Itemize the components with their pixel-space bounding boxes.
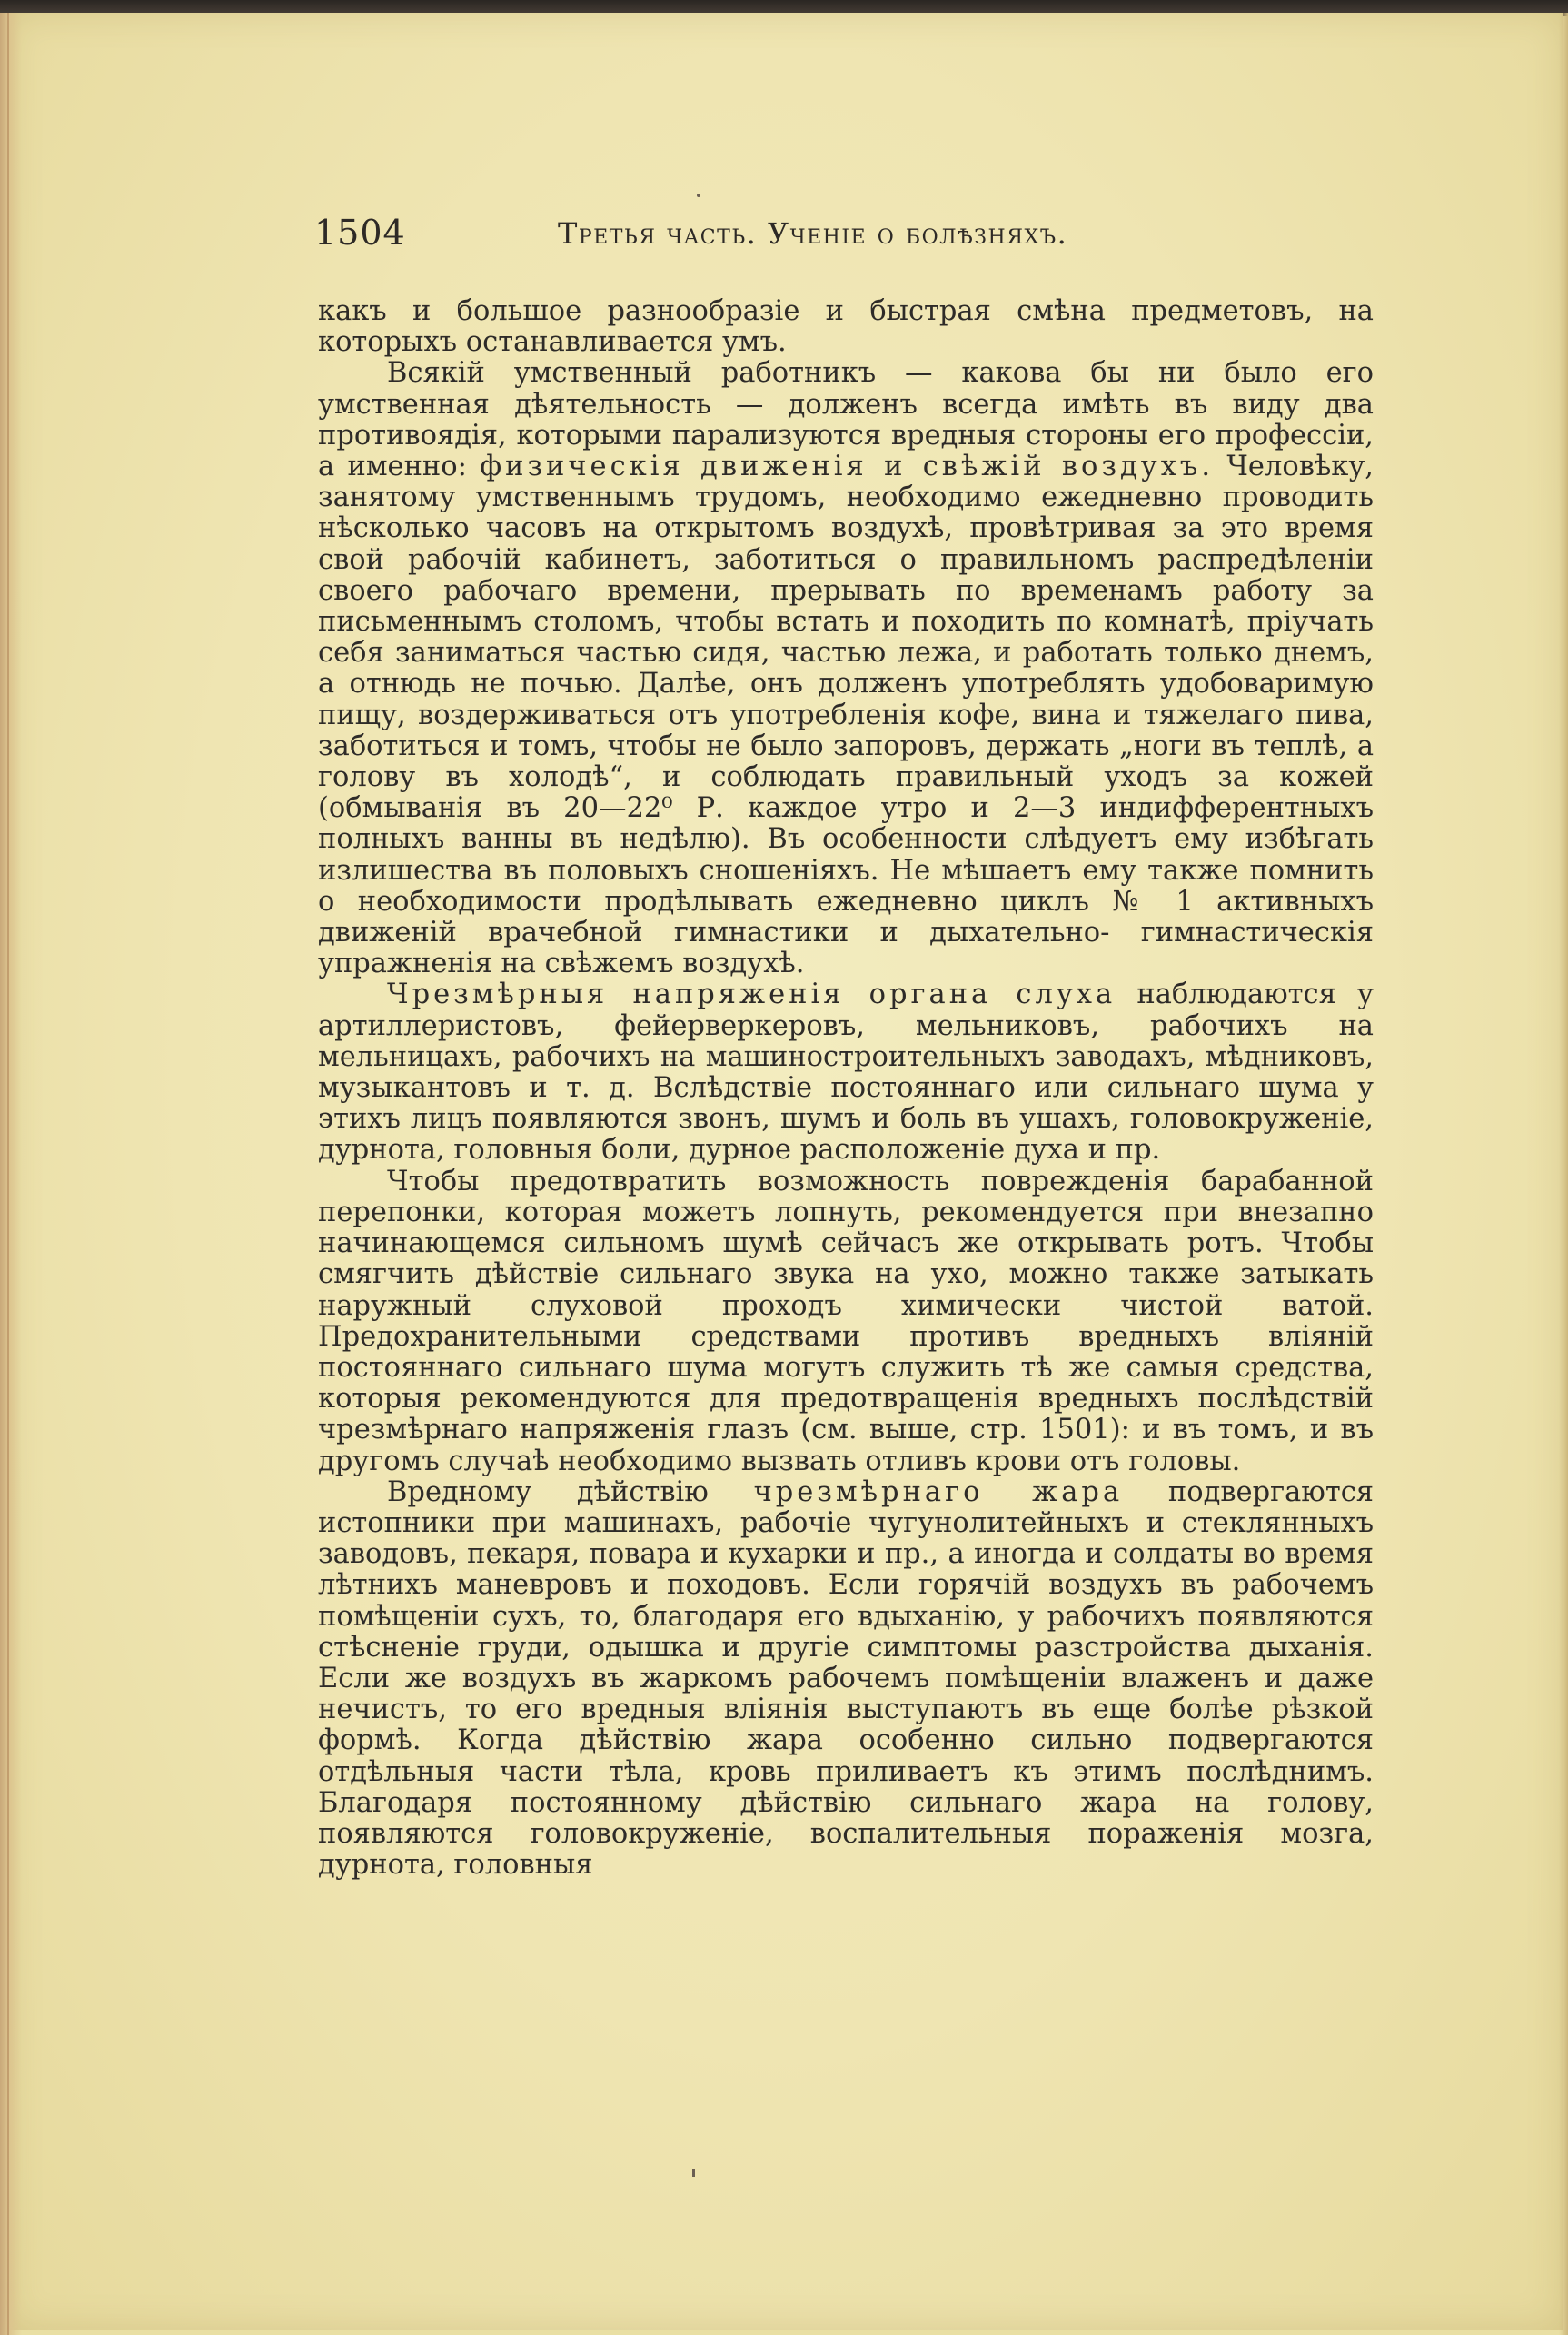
paragraph [318, 296, 1374, 358]
paragraph [318, 979, 1374, 1166]
paragraph-text: наблюдаются у артиллеристовъ, фейерверкеровъ, мельниковъ, рабочихъ на мельницахъ, рабочихъ на машиностроительныхъ заводахъ, мѣдниковъ, музыкантовъ и т. д. Вслѣдствіе постояннаго или сильнаго шума у этихъ лицъ появляются звонъ, шумъ и боль въ ушахъ, головокруженіе, дурнота, головныя боли, дурное расположеніе духа и пр. [318, 979, 1374, 1167]
paragraph-text: подвергаются истопники при машинахъ, рабочіе чугунолитейныхъ и стеклянныхъ заводовъ, пекаря, повара и кухарки и пр., а иногда и солдаты во время лѣтнихъ маневровъ и походовъ. Если горячій воздухъ въ рабочемъ помѣщеніи сухъ, то, благодаря его вдыханію, у рабочихъ появляются стѣсненіе груди, одышка и другіе симптомы разстройства дыханія. Если же воздухъ въ жаркомъ рабочемъ помѣщеніи влаженъ и даже нечистъ, то его вредныя вліянія выступаютъ въ еще болѣе рѣзкой формѣ. Когда дѣйствію жара особенно сильно подвергаются отдѣльныя части тѣла, кровь приливаетъ къ этимъ послѣднимъ. Благодаря постоянному дѣйствію сильнаго жара на голову, появляются головокруженіе, воспалительныя пораженія мозга, дурнота, головныя [318, 1476, 1374, 1882]
page-header [314, 213, 1386, 267]
ink-speck [697, 194, 700, 197]
running-head: Третья часть. Ученіе о болѣзняхъ. [558, 216, 1068, 251]
body-text [318, 296, 1374, 1881]
ink-speck [692, 2169, 695, 2177]
paragraph-text: Чтобы предотвратить возможность поврежденія барабанной перепонки, которая можетъ лопнуть, рекомендуется при внезапно начинающемся сильномъ шумѣ сейчасъ же открывать ротъ. Чтобы смягчить дѣйствіе сильнаго звука на ухо, можно также затыкать наружный слуховой проходъ химически чистой ватой. Предохранительными средствами противъ вредныхъ вліяній постояннаго сильнаго шума могутъ служить тѣ же самыя средства, которыя рекомендуются для предотвращенія вредныхъ послѣдствій чрезмѣрнаго напряженія глазъ (см. выше, стр. 1501): и въ томъ, и въ другомъ случаѣ необходимо вызвать отливъ крови отъ головы. [318, 1165, 1374, 1477]
spaced-emphasis: чрезмѣрнаго жара [753, 1476, 1124, 1508]
paragraph-text: какъ и большое разнообразіе и быстрая смѣна предметовъ, на которыхъ останавливается умъ. [318, 295, 1374, 359]
spaced-emphasis: физическія движенія и свѣжій воздухъ. [480, 451, 1215, 483]
paragraph [318, 358, 1374, 979]
paragraph [318, 1477, 1374, 1882]
page-number: 1504 [314, 213, 406, 253]
paragraph-text: Всякій умственный работникъ — какова бы ни было его умственная дѣятельность — долженъ всегда имѣть въ виду два противоядія, которыми парализуются вредныя стороны его профессіи, а именно: [318, 357, 1374, 483]
paragraph [318, 1167, 1374, 1477]
page-right-edge [1559, 13, 1568, 2335]
paragraph-text: Человѣку, занятому умственнымъ трудомъ, необходимо ежедневно проводить нѣсколько часовъ на открытомъ воздухѣ, провѣтривая за это время свой рабочій кабинетъ, заботиться о правильномъ распредѣленіи своего рабочаго времени, прерывать по временамъ работу за письменнымъ столомъ, чтобы встать и походить по комнатѣ, пріучать себя заниматься частью сидя, частью лежа, и работать только днемъ, а отнюдь не почью. Далѣе, онъ долженъ употреблять удобоваримую пищу, воздерживаться отъ употребленія кофе, вина и тяжелаго пива, заботиться и томъ, чтобы не было запоровъ, держать „ноги въ теплѣ, а голову въ холодѣ“, и соблюдать правильный уходъ за кожей (обмыванія въ 20—22⁰ Р. каждое утро и 2—3 индифферентныхъ полныхъ ванны въ недѣлю). Въ особенности слѣдуетъ ему избѣгать излишества въ половыхъ сношеніяхъ. Не мѣшаетъ ему также помнить о необходимости продѣлывать ежедневно циклъ № 1 активныхъ движеній врачебной гимнастики и дыхательно- гимнастическія упражненія на свѣжемъ воздухѣ. [318, 451, 1374, 980]
spaced-emphasis: Чрезмѣрныя напряженія органа слуха [387, 979, 1116, 1011]
page-binding-edge [0, 13, 22, 2335]
paragraph-text: Вредному дѣйствію [387, 1476, 754, 1508]
